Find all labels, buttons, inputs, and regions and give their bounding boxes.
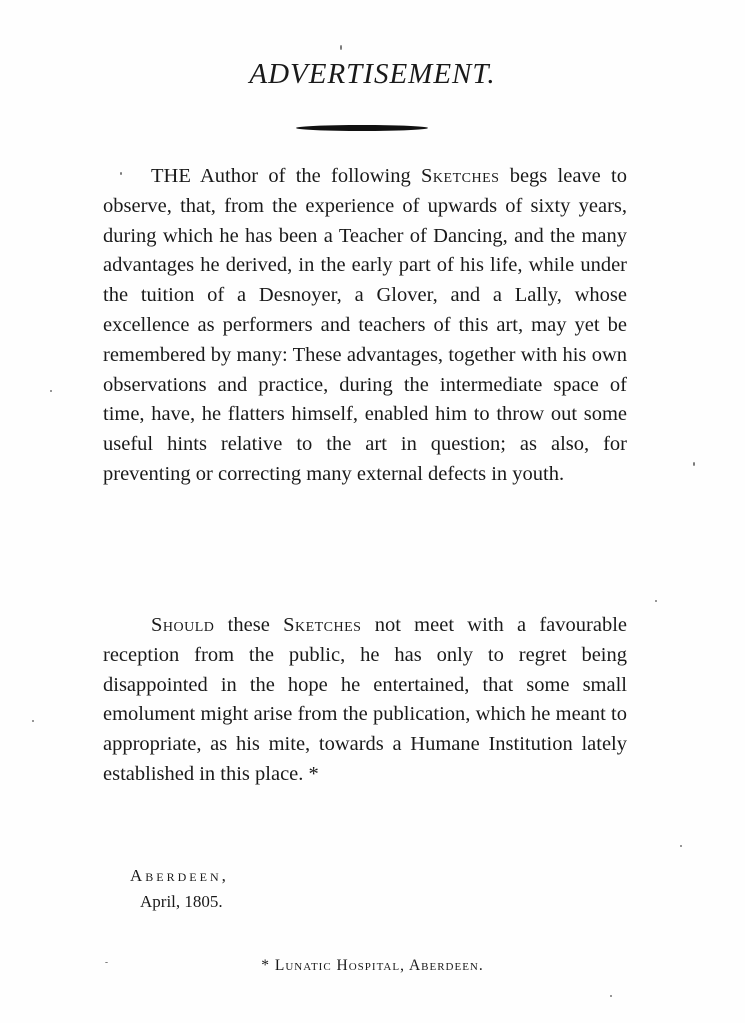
paper-speck bbox=[105, 962, 108, 963]
paper-speck bbox=[340, 45, 342, 50]
paragraph-1-lead: THE bbox=[151, 165, 191, 187]
paragraph-2-text-b: not meet with a favourable reception from the public, he has only to regret being disappointed in the hope he entertained, that some small emolument might arise from the publication, which he meant to appropriate, as his mite, towards a Humane Institution lately established in this place. * bbox=[103, 614, 627, 785]
paragraph-1-sketches: Sketches bbox=[421, 165, 500, 187]
paper-speck bbox=[32, 720, 34, 722]
paper-speck bbox=[120, 172, 122, 175]
paragraph-2 bbox=[103, 611, 627, 790]
paper-speck bbox=[50, 390, 52, 392]
footnote: * Lunatic Hospital, Aberdeen. bbox=[261, 957, 484, 974]
paper-speck bbox=[680, 845, 682, 847]
paragraph-2-text-a: these bbox=[214, 614, 284, 636]
paragraph-1-text-b: begs leave to observe, that, from the experience of upwards of sixty years, during which he has been a Teacher of Dancing, and the many advantages he derived, in the early part of his life, while under the tuition of a Desnoyer, a Glover, and a Lally, whose excellence as performers and teachers of this art, may yet be remembered by many: These advantages, together with his own observations and practice, during the intermediate space of time, have, he flatters himself, enabled him to throw out some useful hints relative to the art in question; as also, for preventing or correcting many external defects in youth. bbox=[103, 165, 628, 485]
page-title: ADVERTISEMENT. bbox=[249, 58, 496, 90]
signoff-place: Aberdeen, bbox=[130, 866, 229, 885]
paper-speck bbox=[610, 995, 612, 997]
paper-speck bbox=[655, 600, 657, 602]
signoff-date: April, 1805. bbox=[140, 892, 223, 911]
paragraph-2-sketches: Sketches bbox=[283, 614, 362, 636]
paragraph-2-lead: Should bbox=[151, 614, 215, 636]
paragraph-1-text-a: Author of the following bbox=[190, 165, 422, 187]
paragraph-1 bbox=[103, 162, 627, 490]
title-rule bbox=[296, 125, 428, 131]
paper-speck bbox=[693, 462, 695, 466]
signoff bbox=[130, 863, 229, 915]
